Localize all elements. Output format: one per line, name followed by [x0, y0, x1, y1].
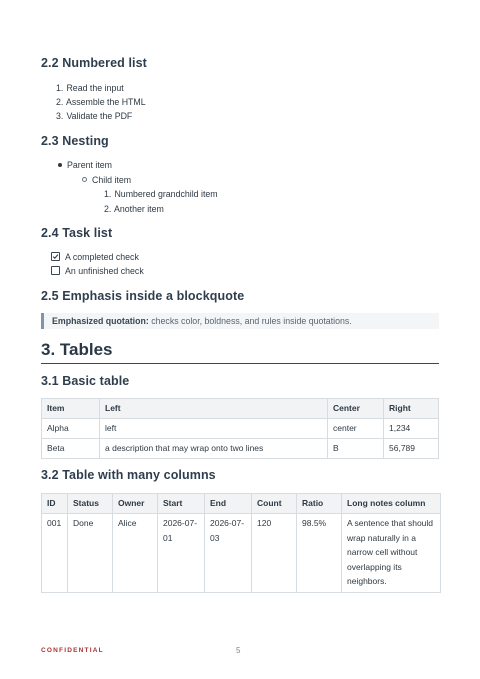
column-header: End: [205, 494, 252, 514]
section-heading-basic-table: 3.1 Basic table: [41, 374, 130, 388]
table-header-row: [42, 494, 441, 514]
column-header: Status: [68, 494, 113, 514]
list-item: 2. Assemble the HTML: [56, 97, 146, 107]
table-cell: B: [328, 439, 384, 459]
section-heading-numbered-list: 2.2 Numbered list: [41, 56, 147, 70]
checkbox-unchecked-icon[interactable]: [51, 266, 60, 275]
list-item-text: Numbered grandchild item: [114, 189, 218, 199]
task-label: An unfinished check: [65, 266, 144, 276]
table-cell: left: [100, 419, 328, 439]
blockquote-emphasis: Emphasized quotation:: [52, 316, 149, 326]
column-header: Ratio: [297, 494, 342, 514]
blockquote: [41, 313, 439, 329]
list-item-text: Another item: [113, 204, 164, 214]
list-item-grandchild: 2. Another item: [104, 204, 164, 214]
list-item: 1. Read the input: [56, 83, 124, 93]
list-item-parent: [58, 160, 112, 170]
list-item-grandchild: 1. Numbered grandchild item: [104, 189, 218, 199]
table-cell: Done: [68, 514, 113, 593]
list-item-text: Validate the PDF: [66, 111, 133, 121]
column-header: Long notes column: [342, 494, 441, 514]
table-cell: Alpha: [42, 419, 100, 439]
table-cell: 120: [252, 514, 297, 593]
section-heading-blockquote: 2.5 Emphasis inside a blockquote: [41, 289, 245, 303]
section-heading-tables: 3. Tables: [41, 340, 439, 364]
column-header: ID: [42, 494, 68, 514]
hollow-bullet-icon: [82, 177, 87, 182]
bullet-icon: [58, 163, 62, 167]
task-label: A completed check: [65, 252, 139, 262]
list-item: 3. Validate the PDF: [56, 111, 133, 121]
blockquote-text: checks color, boldness, and rules inside quotations.: [151, 316, 352, 326]
column-header: Start: [158, 494, 205, 514]
column-header: Left: [100, 399, 328, 419]
table-cell: Beta: [42, 439, 100, 459]
section-heading-nesting: 2.3 Nesting: [41, 134, 109, 148]
list-item-text: Parent item: [67, 160, 112, 170]
column-header: Owner: [113, 494, 158, 514]
table-cell: 98.5%: [297, 514, 342, 593]
table-cell: A sentence that should wrap naturally in a narrow cell without overlapping its neighbors.: [342, 514, 441, 593]
table-row: [42, 439, 439, 459]
column-header: Count: [252, 494, 297, 514]
table-cell: 2026-07-03: [205, 514, 252, 593]
section-heading-task-list: 2.4 Task list: [41, 226, 113, 240]
task-item: [51, 266, 144, 276]
table-row: [42, 419, 439, 439]
footer-confidential-label: CONFIDENTIAL: [41, 647, 104, 654]
table-cell: 2026-07-01: [158, 514, 205, 593]
checkbox-checked-icon[interactable]: [51, 252, 60, 261]
table-cell: 56,789: [384, 439, 439, 459]
page-number: 5: [236, 646, 241, 655]
list-item-text: Child item: [92, 175, 132, 185]
section-heading-wide-table: 3.2 Table with many columns: [41, 468, 216, 482]
table-cell: center: [328, 419, 384, 439]
table-cell: 1,234: [384, 419, 439, 439]
table-row: [42, 514, 441, 593]
column-header: Right: [384, 399, 439, 419]
column-header: Item: [42, 399, 100, 419]
column-header: Center: [328, 399, 384, 419]
basic-table: [41, 398, 439, 459]
table-cell: 001: [42, 514, 68, 593]
table-cell: a description that may wrap onto two lines: [100, 439, 328, 459]
list-item-text: Assemble the HTML: [65, 97, 146, 107]
list-item-child: [82, 175, 131, 185]
table-header-row: [42, 399, 439, 419]
table-cell: Alice: [113, 514, 158, 593]
wide-table: [41, 493, 441, 593]
list-item-text: Read the input: [66, 83, 124, 93]
task-item: [51, 252, 139, 262]
